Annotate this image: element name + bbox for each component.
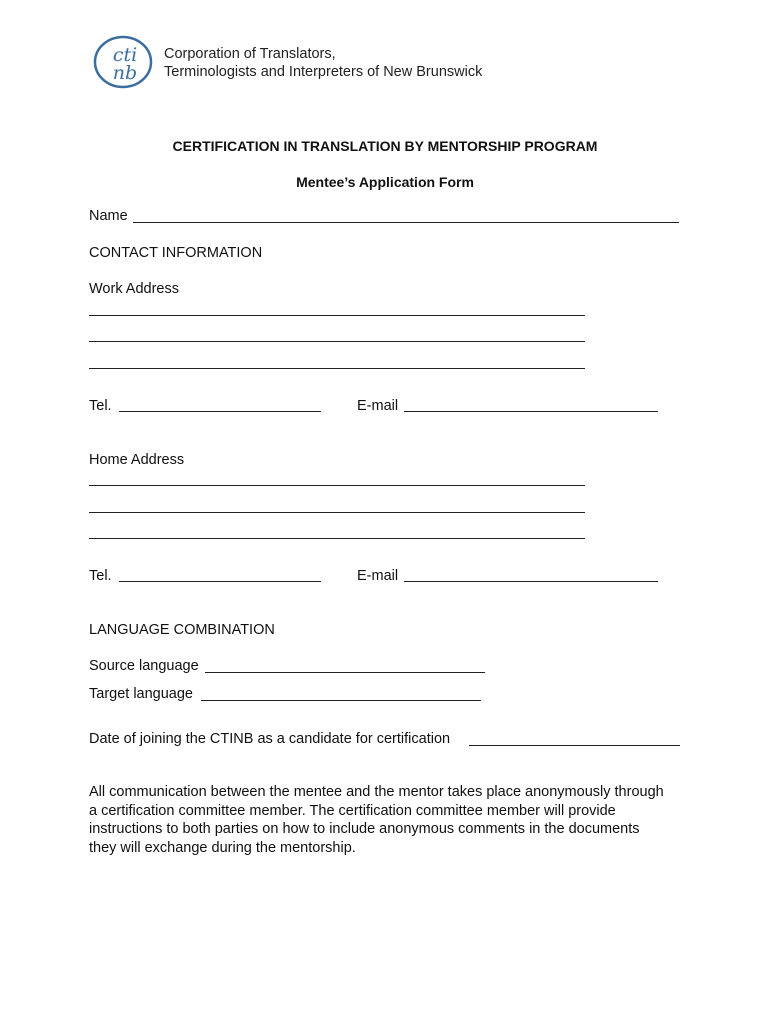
- anonymity-note: All communication between the mentee and the mentor takes place anonymously through a certification committee member. The certification committee member will provide instructions to both parties on how to include anonymous comments in the documents they will exchange during the mentorship.: [89, 784, 664, 856]
- ctinb-logo: [92, 34, 154, 90]
- source-language-field[interactable]: [205, 672, 485, 673]
- work-address-line-2[interactable]: [89, 341, 585, 342]
- form-title: CERTIFICATION IN TRANSLATION BY MENTORSHIP PROGRAM: [172, 138, 598, 154]
- work-tel-label: Tel.: [89, 398, 112, 414]
- organization-name: [164, 45, 482, 81]
- home-address-line-3[interactable]: [89, 538, 585, 539]
- home-tel-field[interactable]: [119, 581, 321, 582]
- name-label: Name: [89, 208, 128, 224]
- home-email-field[interactable]: [404, 581, 658, 582]
- target-language-field[interactable]: [201, 700, 481, 701]
- org-name-line-2: Terminologists and Interpreters of New Brunswick: [164, 64, 483, 80]
- home-tel-label: Tel.: [89, 568, 112, 584]
- work-address-label: Work Address: [89, 281, 179, 297]
- home-address-label: Home Address: [89, 452, 185, 468]
- target-language-label: Target language: [89, 686, 193, 702]
- svg-text:cti: cti: [112, 44, 138, 66]
- work-address-line-1[interactable]: [89, 315, 585, 316]
- name-field[interactable]: [133, 222, 679, 223]
- svg-text:nb: nb: [112, 62, 138, 84]
- work-tel-field[interactable]: [119, 411, 321, 412]
- work-email-label: E-mail: [357, 398, 399, 414]
- date-joining-label: Date of joining the CTINB as a candidate for certification: [89, 731, 451, 747]
- home-email-label: E-mail: [357, 568, 399, 584]
- home-address-line-2[interactable]: [89, 512, 585, 513]
- form-subtitle: Mentee’s Application Form: [296, 174, 474, 190]
- org-name-line-1: Corporation of Translators,: [164, 46, 336, 62]
- language-heading: LANGUAGE COMBINATION: [89, 622, 275, 638]
- date-joining-field[interactable]: [469, 745, 680, 746]
- work-address-line-3[interactable]: [89, 368, 585, 369]
- home-address-line-1[interactable]: [89, 485, 585, 486]
- contact-heading: CONTACT INFORMATION: [89, 245, 263, 261]
- source-language-label: Source language: [89, 658, 199, 674]
- work-email-field[interactable]: [404, 411, 658, 412]
